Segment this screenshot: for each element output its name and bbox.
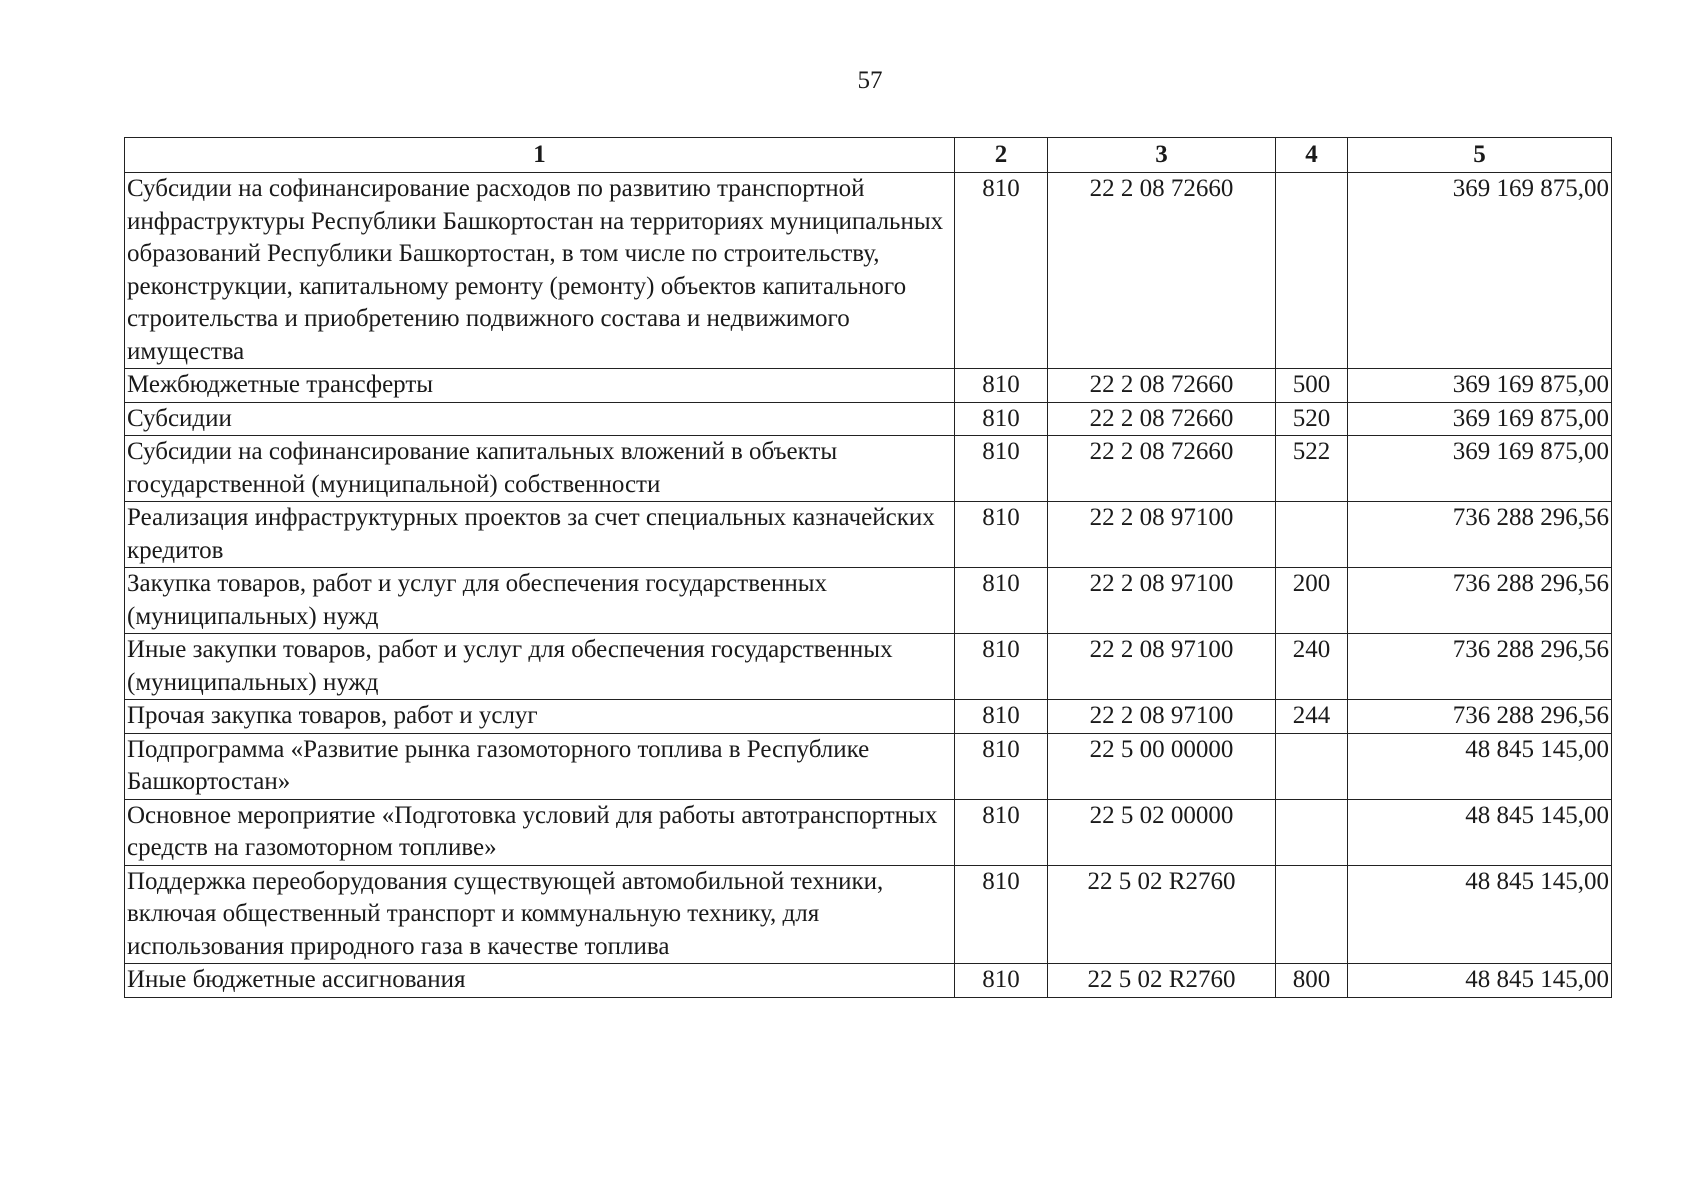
row-type: 244 [1276, 700, 1348, 734]
row-type [1276, 173, 1348, 369]
row-type: 522 [1276, 436, 1348, 502]
table-header-row [125, 138, 1612, 173]
row-article: 22 5 02 R2760 [1048, 865, 1276, 964]
row-type: 520 [1276, 402, 1348, 436]
row-type [1276, 865, 1348, 964]
row-amount: 736 288 296,56 [1348, 568, 1612, 634]
row-type [1276, 502, 1348, 568]
table-row [125, 173, 1612, 369]
row-code: 810 [955, 865, 1048, 964]
column-header-2: 2 [955, 138, 1048, 173]
row-code: 810 [955, 568, 1048, 634]
row-code: 810 [955, 634, 1048, 700]
row-name: Межбюджетные трансферты [125, 369, 955, 403]
row-type: 200 [1276, 568, 1348, 634]
row-name: Субсидии [125, 402, 955, 436]
row-type: 800 [1276, 964, 1348, 998]
row-amount: 369 169 875,00 [1348, 402, 1612, 436]
row-article: 22 2 08 72660 [1048, 402, 1276, 436]
row-name: Закупка товаров, работ и услуг для обеспечения государственных (муниципальных) нужд [125, 568, 955, 634]
row-code: 810 [955, 799, 1048, 865]
row-code: 810 [955, 369, 1048, 403]
row-type: 240 [1276, 634, 1348, 700]
table-row [125, 402, 1612, 436]
row-amount: 369 169 875,00 [1348, 369, 1612, 403]
row-name: Прочая закупка товаров, работ и услуг [125, 700, 955, 734]
table-row [125, 799, 1612, 865]
row-type [1276, 733, 1348, 799]
row-name: Подпрограмма «Развитие рынка газомоторного топлива в Республике Башкортостан» [125, 733, 955, 799]
row-article: 22 2 08 97100 [1048, 502, 1276, 568]
row-name: Реализация инфраструктурных проектов за счет специальных казначейских кредитов [125, 502, 955, 568]
row-code: 810 [955, 436, 1048, 502]
row-amount: 369 169 875,00 [1348, 173, 1612, 369]
table-row [125, 436, 1612, 502]
row-article: 22 5 02 R2760 [1048, 964, 1276, 998]
row-amount: 48 845 145,00 [1348, 799, 1612, 865]
row-code: 810 [955, 173, 1048, 369]
row-article: 22 2 08 72660 [1048, 436, 1276, 502]
row-article: 22 5 00 00000 [1048, 733, 1276, 799]
row-amount: 48 845 145,00 [1348, 964, 1612, 998]
row-code: 810 [955, 402, 1048, 436]
row-name: Иные бюджетные ассигнования [125, 964, 955, 998]
row-article: 22 2 08 97100 [1048, 568, 1276, 634]
row-amount: 736 288 296,56 [1348, 634, 1612, 700]
table-body [125, 173, 1612, 998]
row-amount: 736 288 296,56 [1348, 502, 1612, 568]
table-row [125, 568, 1612, 634]
table-row [125, 502, 1612, 568]
row-name: Основное мероприятие «Подготовка условий для работы автотранспортных средств на газомоторном топливе» [125, 799, 955, 865]
table-row [125, 733, 1612, 799]
page-number: 57 [857, 67, 883, 94]
row-type [1276, 799, 1348, 865]
table-row [125, 865, 1612, 964]
row-article: 22 2 08 97100 [1048, 700, 1276, 734]
column-header-5: 5 [1348, 138, 1612, 173]
row-article: 22 2 08 72660 [1048, 369, 1276, 403]
row-amount: 48 845 145,00 [1348, 865, 1612, 964]
column-header-1: 1 [125, 138, 955, 173]
budget-table [124, 137, 1612, 998]
column-header-4: 4 [1276, 138, 1348, 173]
column-header-3: 3 [1048, 138, 1276, 173]
row-code: 810 [955, 964, 1048, 998]
row-name: Субсидии на софинансирование капитальных вложений в объекты государственной (муниципальной) собственности [125, 436, 955, 502]
row-code: 810 [955, 733, 1048, 799]
row-type: 500 [1276, 369, 1348, 403]
table-row [125, 634, 1612, 700]
row-article: 22 2 08 72660 [1048, 173, 1276, 369]
table-row [125, 369, 1612, 403]
table-row [125, 964, 1612, 998]
row-name: Субсидии на софинансирование расходов по развитию транспортной инфраструктуры Республики Башкортостан на территориях муниципальных образований Республики Башкортостан, в том числе по строительству, реконструкции, капитальному ремонту (ремонту) объектов капитального строительства и приобретению подвижного состава и недвижимого имущества [125, 173, 955, 369]
table-row [125, 700, 1612, 734]
row-name: Поддержка переоборудования существующей автомобильной техники, включая общественный транспорт и коммунальную технику, для использования природного газа в качестве топлива [125, 865, 955, 964]
row-name: Иные закупки товаров, работ и услуг для обеспечения государственных (муниципальных) нужд [125, 634, 955, 700]
row-article: 22 5 02 00000 [1048, 799, 1276, 865]
row-article: 22 2 08 97100 [1048, 634, 1276, 700]
row-code: 810 [955, 700, 1048, 734]
row-amount: 48 845 145,00 [1348, 733, 1612, 799]
row-code: 810 [955, 502, 1048, 568]
row-amount: 736 288 296,56 [1348, 700, 1612, 734]
row-amount: 369 169 875,00 [1348, 436, 1612, 502]
